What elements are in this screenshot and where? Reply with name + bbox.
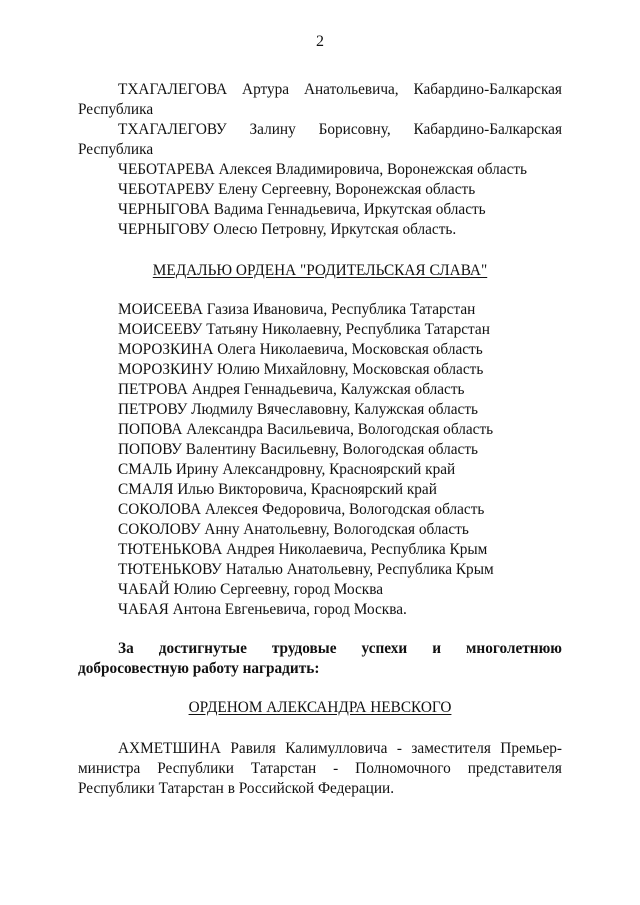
list-item: ПЕТРОВУ Людмилу Вячеславовну, Калужская область	[118, 401, 478, 418]
award-entry-line: ЧЕБОТАРЕВА Алексея Владимировича, Воронежская область	[118, 161, 528, 178]
entry-word: Анатольевича,	[303, 81, 399, 98]
intro-word: многолетнюю	[466, 640, 562, 657]
intro-word: За	[118, 640, 134, 657]
entry-word: Равиля	[230, 740, 276, 757]
entry-word: Татарстан	[250, 760, 317, 777]
entry-word: Калимулловича	[285, 740, 388, 757]
entry-word: Республики	[157, 760, 234, 777]
entry-word: Залину	[249, 121, 296, 138]
section-heading-order: ОРДЕНОМ АЛЕКСАНДРА НЕВСКОГО	[188, 699, 452, 716]
page-number: 2	[316, 33, 324, 50]
entry-word: Премьер-	[500, 740, 562, 757]
entry-word: -	[333, 760, 339, 777]
entry-word: Полномочного	[355, 760, 451, 777]
intro-word: трудовые	[271, 640, 337, 657]
award-entry-line: ЧЕРНЫГОВА Вадима Геннадьевича, Иркутская область	[118, 201, 486, 218]
list-item: ПОПОВА Александра Васильевича, Вологодская область	[118, 421, 494, 438]
list-item: ТЮТЕНЬКОВА Андрея Николаевича, Республика Крым	[118, 541, 488, 558]
medal-recipient-list	[118, 300, 494, 620]
entry-word: Кабардино-Балкарская	[413, 81, 562, 98]
award-entry-continuation: Республика	[78, 141, 154, 158]
order-entry-line	[78, 739, 562, 759]
entry-word: -	[396, 740, 402, 757]
list-item: МОИСЕЕВУ Татьяну Николаевну, Республика Татарстан	[118, 321, 490, 338]
intro-word: достигнутые	[158, 640, 247, 657]
entry-word: Артура	[242, 81, 290, 98]
entry-word: Борисовну,	[318, 121, 391, 138]
entry-word: ТХАГАЛЕГОВА	[118, 81, 228, 98]
list-item: СМАЛЬ Ирину Александровну, Красноярский край	[118, 461, 456, 478]
list-item: ПЕТРОВА Андрея Геннадьевича, Калужская область	[118, 381, 465, 398]
list-item: МОРОЗКИНА Олега Николаевича, Московская область	[118, 341, 483, 358]
order-recipient-paragraph	[78, 739, 562, 799]
entry-word: заместителя	[411, 740, 491, 757]
list-item: СМАЛЯ Илью Викторовича, Красноярский край	[118, 481, 437, 498]
list-item: ЧАБАЯ Антона Евгеньевича, город Москва.	[118, 601, 407, 618]
list-item: МОРОЗКИНУ Юлию Михайловну, Московская область	[118, 361, 484, 378]
list-item: МОИСЕЕВА Газиза Ивановича, Республика Татарстан	[118, 301, 476, 318]
award-list-section	[78, 80, 562, 240]
order-entry-line	[78, 759, 562, 779]
award-intro-line	[78, 639, 562, 659]
list-item: СОКОЛОВА Алексея Федоровича, Вологодская область	[118, 501, 485, 518]
entry-word: ТХАГАЛЕГОВУ	[118, 121, 227, 138]
entry-word: представителя	[467, 760, 562, 777]
award-intro-paragraph	[78, 639, 562, 679]
award-entry-continuation: Республика	[78, 101, 154, 118]
entry-word: министра	[78, 760, 141, 777]
list-item: ЧАБАЙ Юлию Сергеевну, город Москва	[118, 581, 384, 598]
award-entry-line	[78, 120, 562, 140]
award-entry-line: ЧЕБОТАРЕВУ Елену Сергеевну, Воронежская область	[118, 181, 476, 198]
entry-word: АХМЕТШИНА	[118, 740, 221, 757]
list-item: СОКОЛОВУ Анну Анатольевну, Вологодская область	[118, 521, 469, 538]
intro-word: успехи	[361, 640, 408, 657]
intro-word: и	[432, 640, 442, 657]
order-entry-line: Республики Татарстан в Российской Федерации.	[78, 780, 395, 797]
list-item: ПОПОВУ Валентину Васильевну, Вологодская область	[118, 441, 478, 458]
award-entry-line	[78, 80, 562, 100]
award-entry-line: ЧЕРНЫГОВУ Олесю Петровну, Иркутская область.	[118, 221, 457, 238]
section-heading-medal: МЕДАЛЬЮ ОРДЕНА "РОДИТЕЛЬСКАЯ СЛАВА"	[152, 262, 488, 279]
list-item: ТЮТЕНЬКОВУ Наталью Анатольевну, Республика Крым	[118, 561, 494, 578]
award-intro-continuation: добросовестную работу наградить:	[78, 660, 320, 677]
entry-word: Кабардино-Балкарская	[413, 121, 562, 138]
